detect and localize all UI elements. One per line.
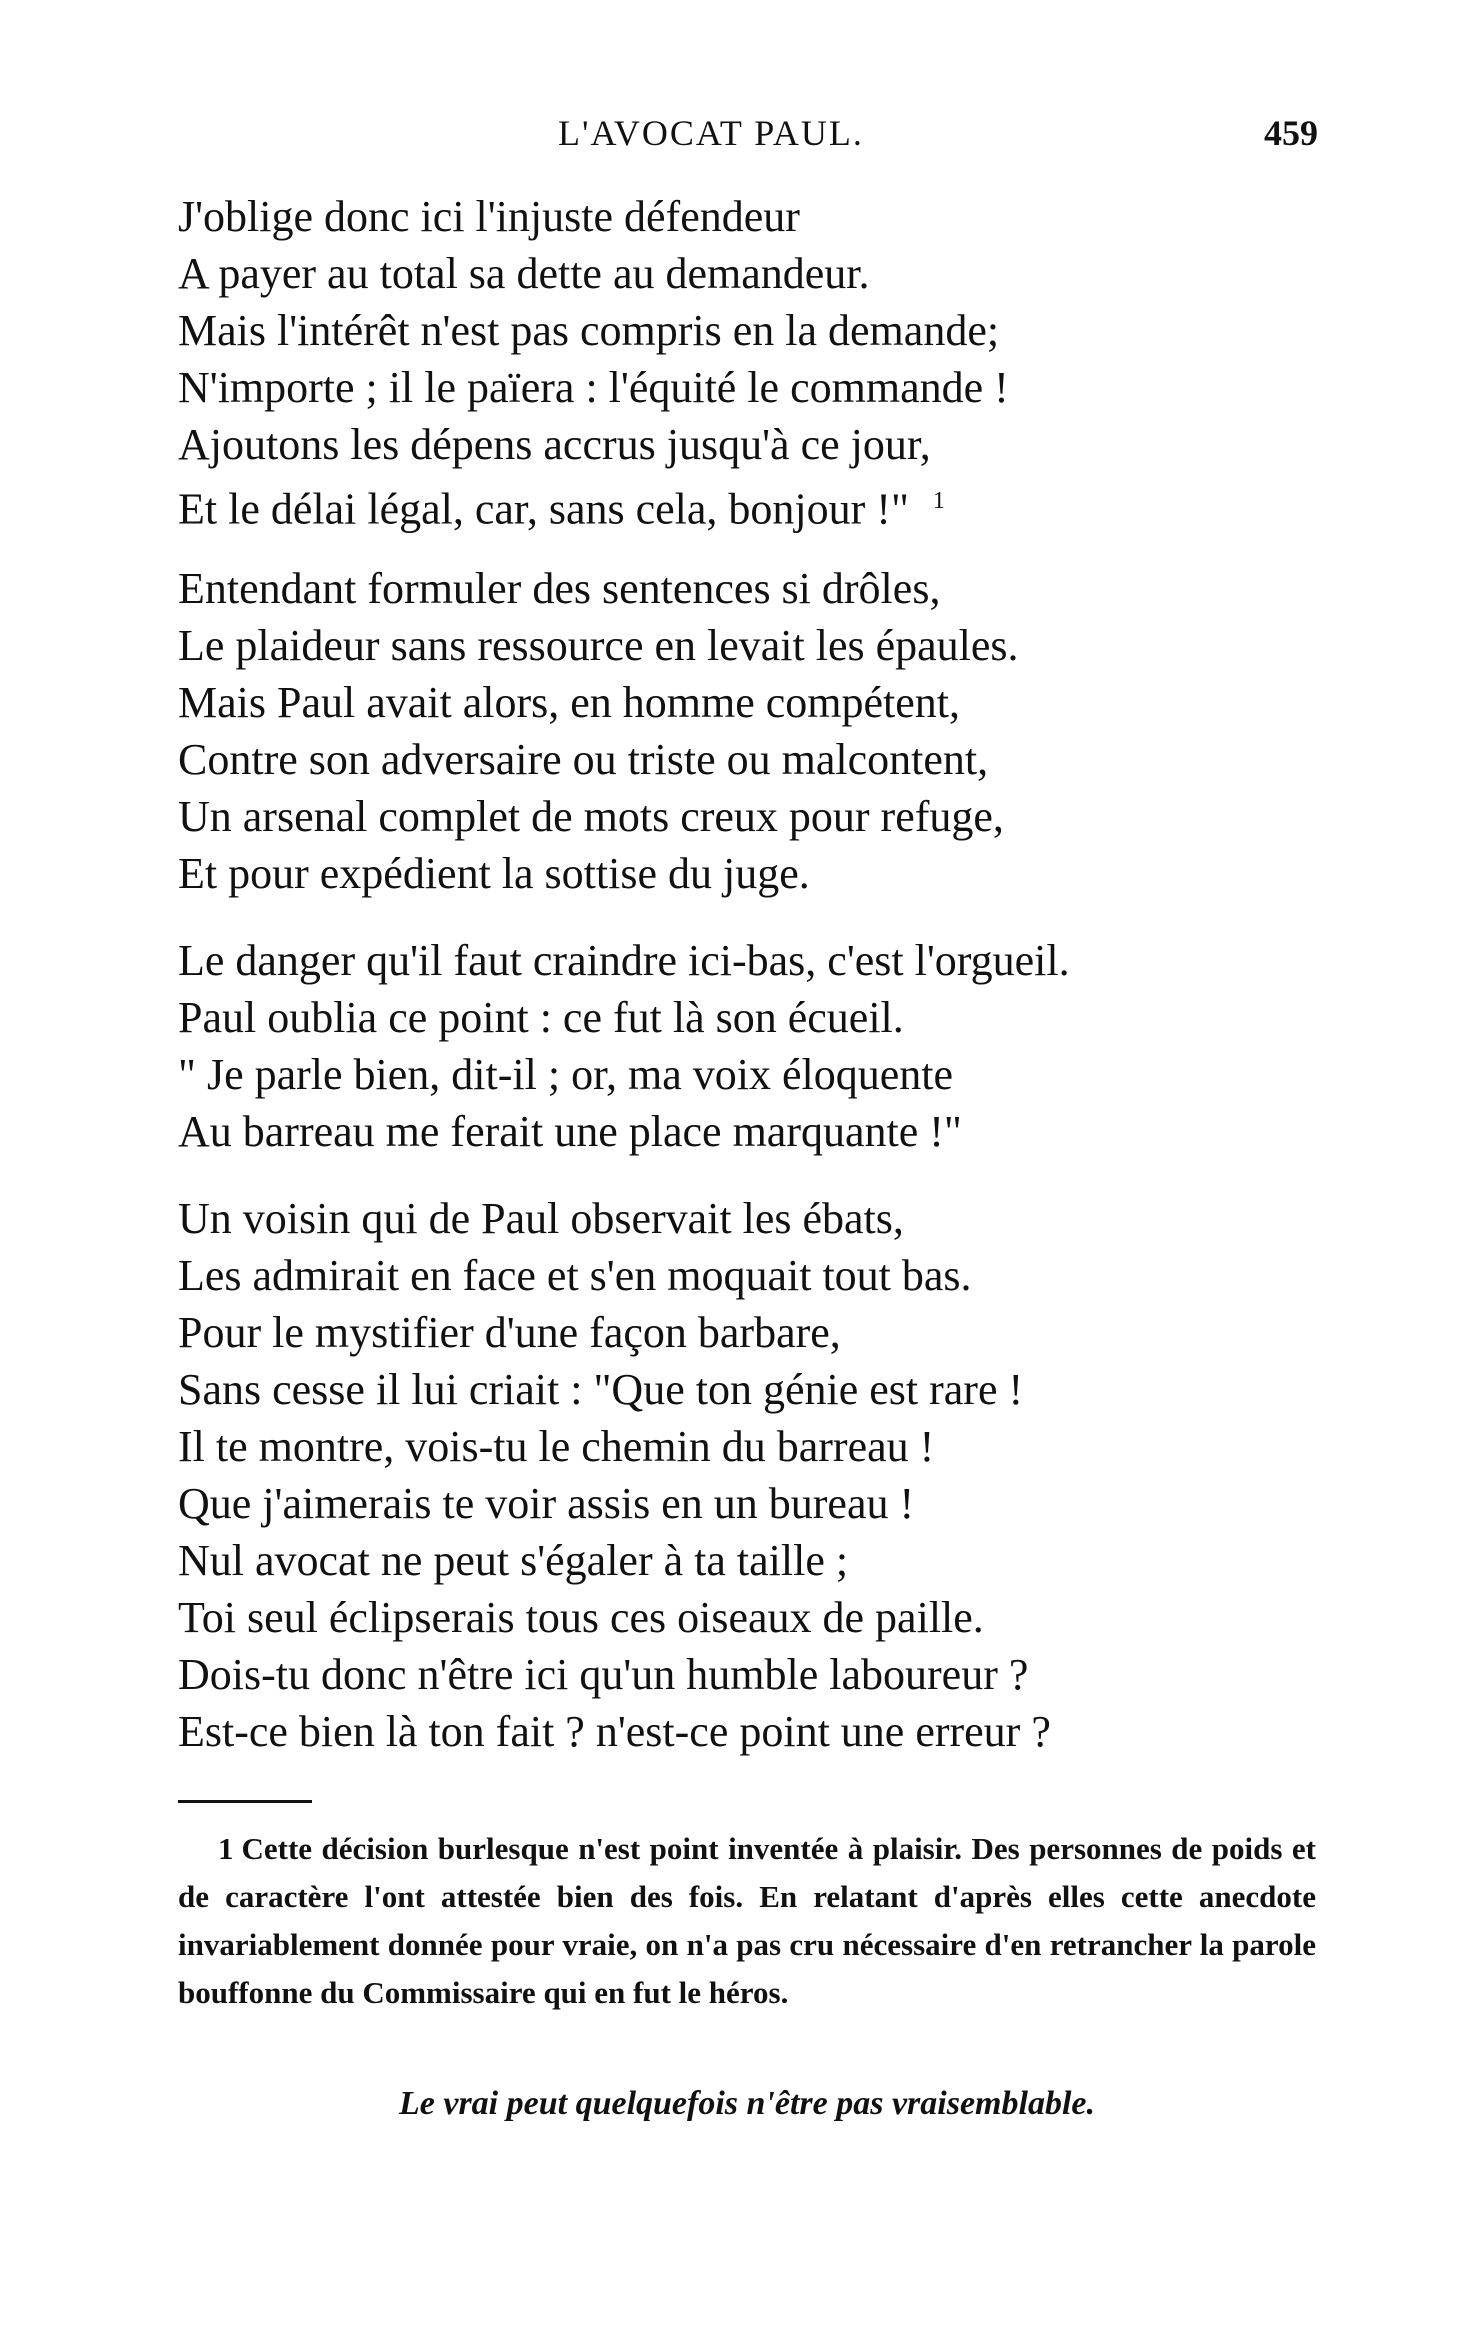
verse-line: Contre son adversaire ou triste ou malcontent, [178,735,989,784]
verse-line: Que j'aimerais te voir assis en un bureau ! [178,1479,915,1528]
verse-line: Les admirait en face et s'en moquait tout bas. [178,1251,972,1300]
verse-line: Toi seul éclipserais tous ces oiseaux de paille. [178,1593,984,1642]
verse-line: Entendant formuler des sentences si drôles, [178,564,941,613]
footnote-divider [178,1800,312,1803]
verse-line: Le plaideur sans ressource en levait les épaules. [178,621,1019,670]
footnote [178,1825,1316,2017]
verse-line-with-note [178,473,1338,534]
page-header [178,112,1318,162]
poem [178,188,1338,1790]
verse-line: N'importe ; il le païera : l'équité le commande ! [178,363,1009,412]
verse-line: Nul avocat ne peut s'égaler à ta taille ; [178,1536,849,1585]
verse-line: Et pour expédient la sottise du juge. [178,849,810,898]
stanza [178,188,1338,534]
stanza [178,932,1338,1160]
verse-line: Est-ce bien là ton fait ? n'est-ce point une erreur ? [178,1707,1051,1756]
verse-line: Ajoutons les dépens accrus jusqu'à ce jour, [178,420,931,469]
footnote-number: 1 [218,1831,234,1866]
footnote-text: Cette décision burlesque n'est point inventée à plaisir. Des personnes de poids et de caractère l'ont attestée bien des fois. En relatant d'après elles cette anecdote invariablement donnée pour vraie, on n'a pas cru nécessaire d'en retrancher la parole bouffonne du Commissaire qui en fut le héros. [178,1831,1316,2010]
verse-line: Sans cesse il lui criait : "Que ton génie est rare ! [178,1365,1024,1414]
verse-line: A payer au total sa dette au demandeur. [178,249,870,298]
verse-line-text: Et le délai légal, car, sans cela, bonjour !" [178,484,909,534]
running-title: L'AVOCAT PAUL. [558,113,864,153]
stanza [178,560,1338,902]
verse-line: Au barreau me ferait une place marquante !" [178,1107,962,1156]
verse-line: Mais l'intérêt n'est pas compris en la demande; [178,306,1000,355]
page-number: 459 [1264,113,1318,153]
verse-line: Il te montre, vois-tu le chemin du barreau ! [178,1422,935,1471]
verse-line: Dois-tu donc n'être ici qu'un humble laboureur ? [178,1650,1029,1699]
verse-line: J'oblige donc ici l'injuste défendeur [178,192,800,241]
footnote-motto: Le vrai peut quelquefois n'être pas vraisemblable. [399,2085,1095,2122]
verse-line: Mais Paul avait alors, en homme compétent, [178,678,961,727]
verse-line: Un arsenal complet de mots creux pour refuge, [178,792,1004,841]
verse-line: Un voisin qui de Paul observait les ébats, [178,1194,904,1243]
verse-line: Le danger qu'il faut craindre ici-bas, c'est l'orgueil. [178,936,1070,985]
stanza [178,1190,1338,1760]
footnote-reference: 1 [932,488,945,514]
verse-line: Pour le mystifier d'une façon barbare, [178,1308,841,1357]
verse-line: Paul oublia ce point : ce fut là son écueil. [178,993,904,1042]
verse-line: " Je parle bien, dit-il ; or, ma voix éloquente [178,1050,953,1099]
